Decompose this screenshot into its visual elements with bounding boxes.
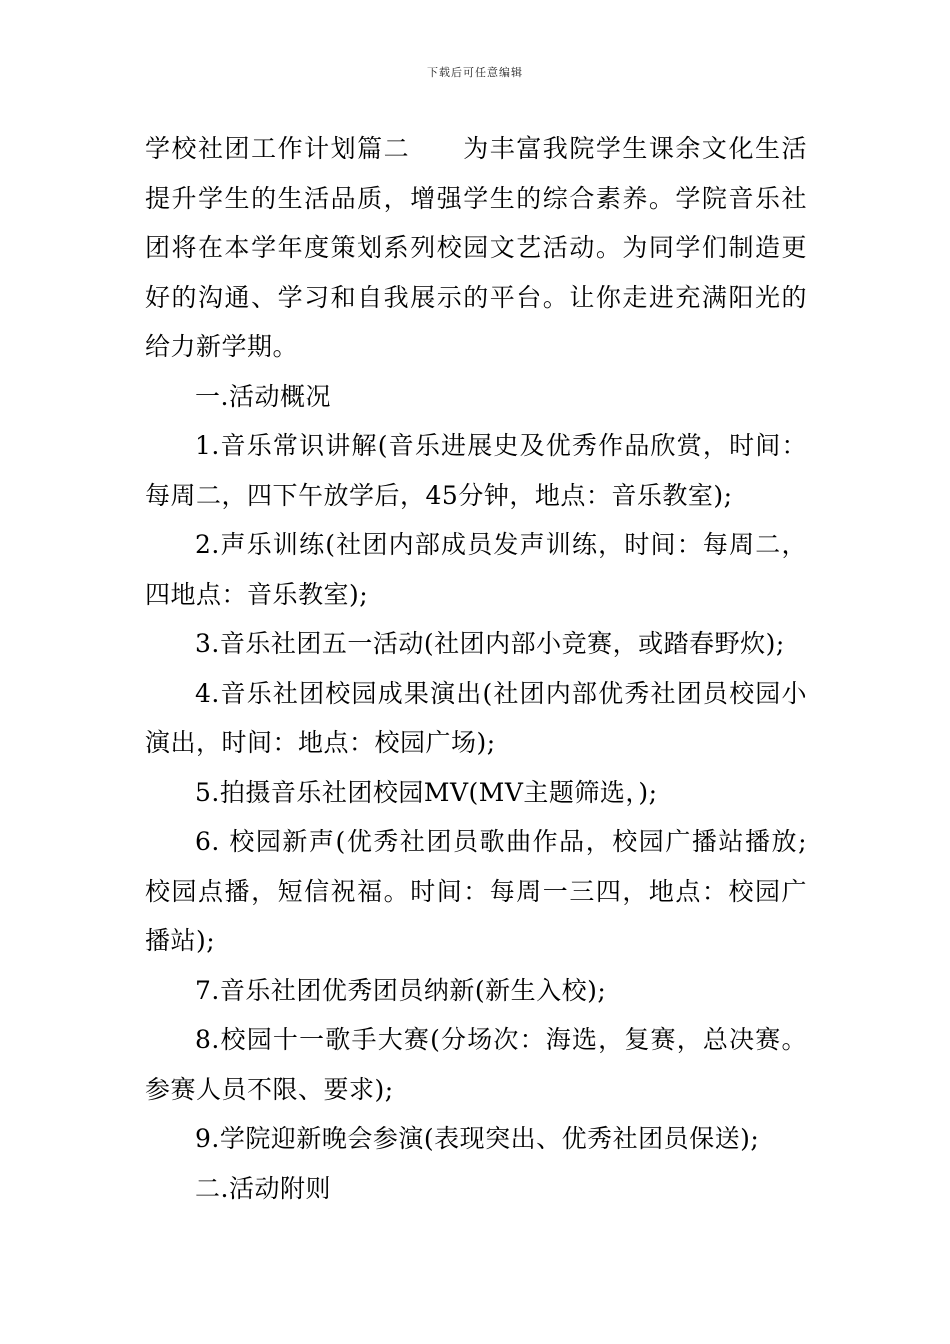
- list-item-5: 5.拍摄音乐社团校园MV(MV主题筛选，);: [195, 777, 658, 807]
- section-heading-overview: 一.活动概况: [195, 381, 331, 411]
- page-header-note: 下载后可任意编辑: [427, 66, 523, 79]
- list-item-4: 4.音乐社团校园成果演出(社团内部优秀社团员校园小演出，时间：地点：校园广场);: [145, 678, 807, 757]
- list-item-8: 8.校园十一歌手大赛(分场次：海选，复赛，总决赛。参赛人员不限、要求);: [145, 1025, 807, 1104]
- section-heading-rules: 二.活动附则: [195, 1173, 331, 1203]
- list-item-9: 9.学院迎新晚会参演(表现突出、优秀社团员保送);: [195, 1124, 760, 1153]
- list-item-7: 7.音乐社团优秀团员纳新(新生入校);: [195, 975, 607, 1005]
- list-item-1: 1.音乐常识讲解(音乐进展史及优秀作品欣赏，时间：每周二，四下午放学后，45分钟，地点：音乐教室);: [145, 431, 807, 510]
- list-item-3: 3.音乐社团五一活动(社团内部小竞赛，或踏春野炊);: [195, 629, 785, 658]
- document-body: [145, 124, 807, 1213]
- list-item-2: 2.声乐训练(社团内部成员发声训练，时间：每周二，四地点：音乐教室);: [145, 530, 807, 609]
- intro-paragraph: 学校社团工作计划篇二 为丰富我院学生课余文化生活提升学生的生活品质，增强学生的综合素养。学院音乐社团将在本学年度策划系列校园文艺活动。为同学们制造更好的沟通、学习和自我展示的平台。让你走进充满阳光的给力新学期。: [145, 134, 807, 361]
- list-item-6: 6. 校园新声(优秀社团员歌曲作品，校园广播站播放;校园点播，短信祝福。时间：每周一三四，地点：校园广播站);: [145, 827, 807, 955]
